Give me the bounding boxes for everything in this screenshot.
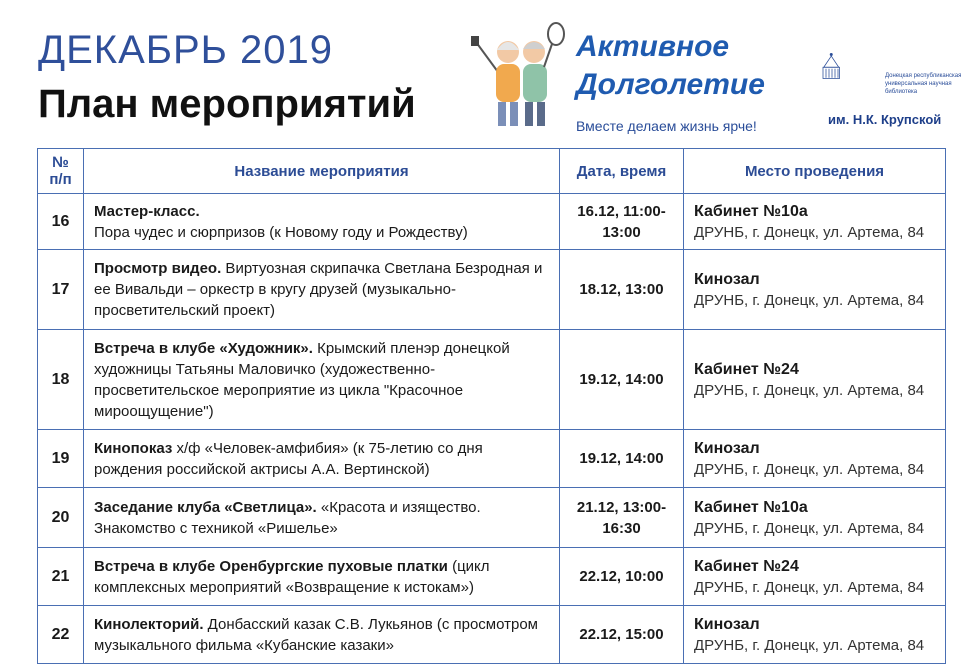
- event-name-bold: Заседание клуба «Светлица».: [94, 498, 317, 516]
- row-number: 20: [38, 488, 84, 548]
- table-row: [38, 250, 946, 330]
- event-name: [84, 548, 560, 606]
- event-address: ДРУНБ, г. Донецк, ул. Артема, 84: [694, 291, 925, 309]
- logo-tagline: Вместе делаем жизнь ярче!: [576, 118, 757, 134]
- event-date: 16.12, 11:00-13:00: [560, 194, 684, 250]
- row-number: 16: [38, 194, 84, 250]
- event-room: Кинозал: [694, 615, 760, 633]
- event-date: 19.12, 14:00: [560, 330, 684, 430]
- table-row: [38, 606, 946, 664]
- table-row: [38, 330, 946, 430]
- event-name-rest: Крымский пленэр донецкой художницы Татьяны Маловичко (художественно-просветительское мероприятие из цикла "Красочное мироощущение"): [94, 339, 510, 420]
- library-description: Донецкая республиканская универсальная научная библиотека: [885, 73, 962, 95]
- event-address: ДРУНБ, г. Донецк, ул. Артема, 84: [694, 636, 925, 654]
- col-header-date: Дата, время: [560, 149, 684, 194]
- row-number: 17: [38, 250, 84, 330]
- event-name-bold: Мастер-класс.: [94, 202, 200, 220]
- event-name-bold: Встреча в клубе Оренбургские пуховые платки: [94, 557, 448, 575]
- event-name: [84, 250, 560, 330]
- library-building-icon: [820, 36, 880, 106]
- event-room: Кабинет №10а: [694, 202, 808, 220]
- event-room: Кинозал: [694, 270, 760, 288]
- logo-line-2: Долголетие: [576, 68, 765, 101]
- event-room: Кинозал: [694, 439, 760, 457]
- col-header-num: № п/п: [38, 149, 84, 194]
- event-place: [684, 250, 946, 330]
- event-place: [684, 548, 946, 606]
- event-name-rest: Виртуозная скрипачка Светлана Безродная и ее Вивальди – оркестр в кругу друзей (музыкально-просветительский проект): [94, 260, 543, 319]
- event-name-bold: Кинопоказ: [94, 439, 173, 457]
- page-title: План мероприятий: [38, 82, 416, 126]
- event-name-rest: Донбасский казак С.В. Лукьянов (с просмотром музыкального фильма «Кубанские казаки»: [94, 615, 538, 654]
- active-longevity-logo: [576, 28, 765, 104]
- event-address: ДРУНБ, г. Донецк, ул. Артема, 84: [694, 223, 925, 241]
- row-number: 18: [38, 330, 84, 430]
- table-row: [38, 488, 946, 548]
- event-name: [84, 194, 560, 250]
- event-date: 22.12, 10:00: [560, 548, 684, 606]
- event-name: [84, 330, 560, 430]
- event-date: 21.12, 13:00-16:30: [560, 488, 684, 548]
- row-number: 21: [38, 548, 84, 606]
- event-date: 19.12, 14:00: [560, 430, 684, 488]
- event-name-bold: Просмотр видео.: [94, 260, 222, 277]
- event-place: [684, 194, 946, 250]
- event-room: Кабинет №24: [694, 557, 799, 575]
- table-row: [38, 548, 946, 606]
- seniors-selfie-illustration: [468, 22, 568, 132]
- event-name: [84, 488, 560, 548]
- table-header-row: [38, 149, 946, 194]
- event-name-rest: х/ф «Человек-амфибия» (к 75-летию со дня рождения российской актрисы А.А. Вертинской): [94, 439, 483, 478]
- event-name: [84, 606, 560, 664]
- event-place: [684, 330, 946, 430]
- event-place: [684, 606, 946, 664]
- col-header-place: Место проведения: [684, 149, 946, 194]
- event-date: 18.12, 13:00: [560, 250, 684, 330]
- table-row: [38, 194, 946, 250]
- event-room: Кабинет №24: [694, 360, 799, 378]
- col-header-name: Название мероприятия: [84, 149, 560, 194]
- row-number: 22: [38, 606, 84, 664]
- events-table: [37, 148, 946, 664]
- event-place: [684, 430, 946, 488]
- event-address: ДРУНБ, г. Донецк, ул. Артема, 84: [694, 381, 925, 399]
- logo-line-1: Активное: [576, 30, 730, 63]
- event-address: ДРУНБ, г. Донецк, ул. Артема, 84: [694, 519, 925, 537]
- event-date: 22.12, 15:00: [560, 606, 684, 664]
- event-name-bold: Встреча в клубе «Художник».: [94, 339, 313, 357]
- month-heading: ДЕКАБРЬ 2019: [38, 28, 334, 72]
- event-address: ДРУНБ, г. Донецк, ул. Артема, 84: [694, 460, 925, 478]
- event-name-rest: (цикл комплексных мероприятий «Возвращение к истокам»): [94, 557, 490, 596]
- event-room: Кабинет №10а: [694, 498, 808, 516]
- event-address: ДРУНБ, г. Донецк, ул. Артема, 84: [694, 578, 925, 596]
- event-name-rest: Пора чудес и сюрпризов (к Новому году и Рождеству): [94, 223, 468, 241]
- event-name-rest: «Красота и изящество. Знакомство с техникой «Ришелье»: [94, 498, 481, 537]
- event-name-bold: Кинолекторий.: [94, 615, 204, 633]
- event-place: [684, 488, 946, 548]
- row-number: 19: [38, 430, 84, 488]
- page-header: [0, 0, 980, 145]
- event-name: [84, 430, 560, 488]
- library-name: им. Н.К. Крупской: [828, 112, 942, 127]
- table-row: [38, 430, 946, 488]
